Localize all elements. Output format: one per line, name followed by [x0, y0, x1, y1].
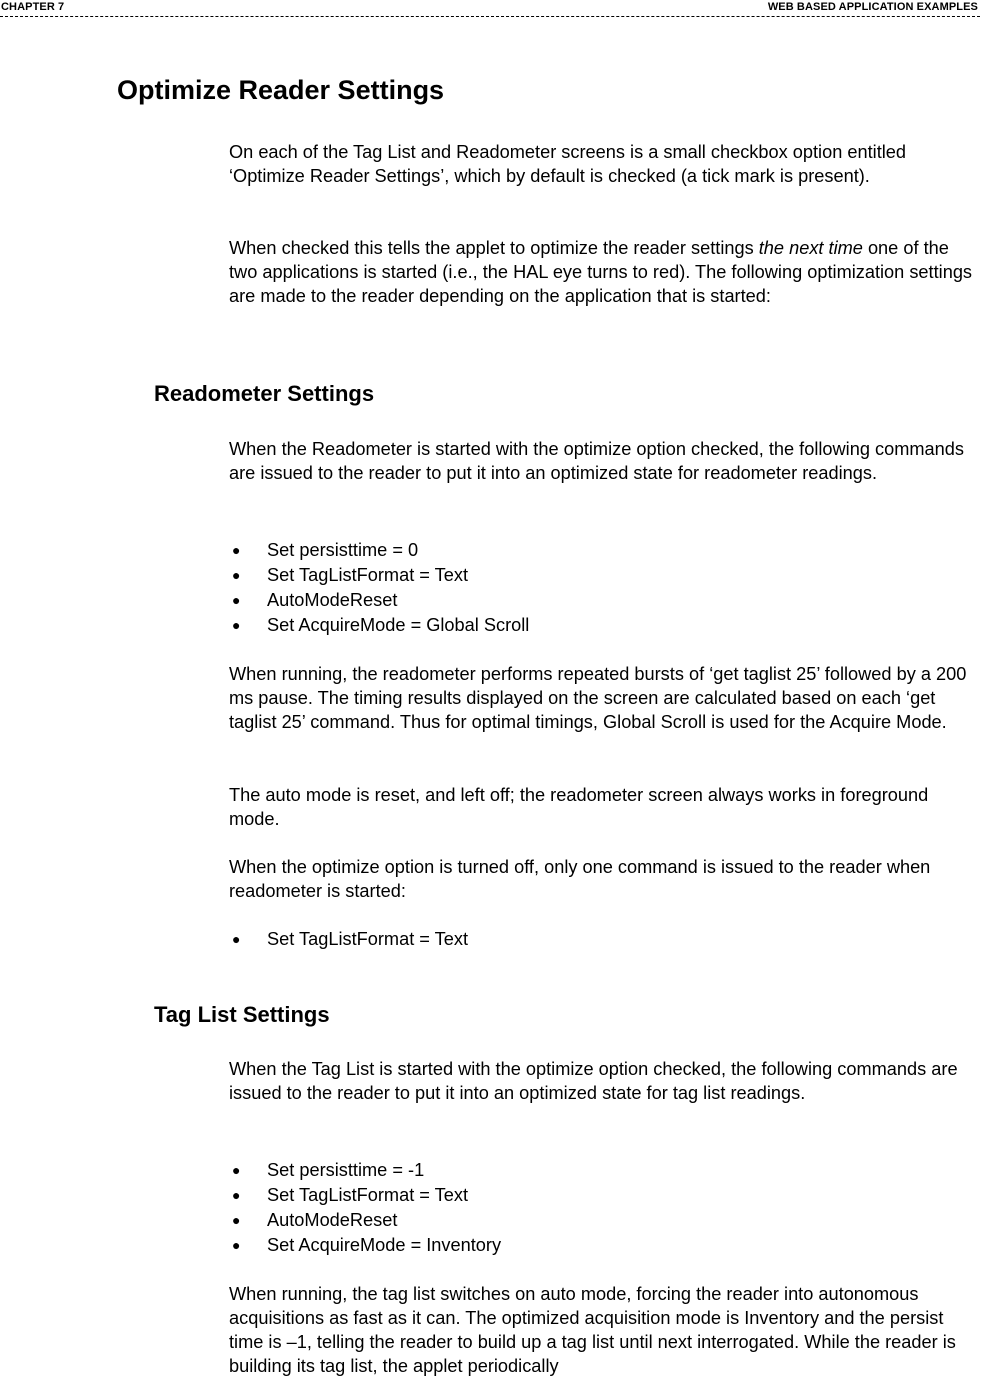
list-item: [229, 1183, 981, 1208]
list-item: [229, 538, 981, 563]
section-label: WEB BASED APPLICATION EXAMPLES: [767, 1, 978, 13]
taglist-command-list: [229, 1158, 981, 1258]
list-item: [229, 927, 981, 952]
list-item-text: AutoModeReset: [267, 1210, 398, 1230]
list-item: [229, 588, 981, 613]
readometer-off-command-list: [229, 927, 981, 952]
list-item: [229, 1208, 981, 1233]
list-item-text: Set TagListFormat = Text: [267, 565, 469, 585]
page-title: Optimize Reader Settings: [117, 75, 445, 105]
running-header: [0, 0, 980, 17]
readometer-paragraph-3: The auto mode is reset, and left off; the readometer screen always works in foreground mode.: [229, 785, 929, 829]
intro-paragraph-1: On each of the Tag List and Readometer screens is a small checkbox option entitled ‘Optimize Reader Settings’, which by default is checked (a tick mark is present).: [229, 142, 907, 186]
list-item-text: Set persisttime = -1: [267, 1160, 425, 1180]
list-item-text: Set TagListFormat = Text: [267, 929, 469, 949]
bullet-icon: ●: [232, 1187, 241, 1203]
bullet-icon: ●: [232, 542, 241, 558]
list-item-text: Set AcquireMode = Global Scroll: [267, 615, 530, 635]
bullet-icon: ●: [232, 1237, 241, 1253]
list-item-text: Set TagListFormat = Text: [267, 1185, 469, 1205]
intro-paragraph-2: [229, 236, 981, 308]
list-item-text: Set persisttime = 0: [267, 540, 419, 560]
bullet-icon: ●: [232, 567, 241, 583]
chapter-label: CHAPTER 7: [1, 1, 65, 13]
bullet-icon: ●: [232, 1212, 241, 1228]
list-item-text: AutoModeReset: [267, 590, 398, 610]
list-item-text: Set AcquireMode = Inventory: [267, 1235, 502, 1255]
intro-text-before: When checked this tells the applet to optimize the reader settings: [229, 238, 759, 258]
taglist-heading: Tag List Settings: [154, 1002, 330, 1027]
list-item: [229, 1158, 981, 1183]
readometer-paragraph-4: When the optimize option is turned off, only one command is issued to the reader when readometer is started:: [229, 857, 931, 901]
readometer-command-list: [229, 538, 981, 638]
list-item: [229, 563, 981, 588]
list-item: [229, 1233, 981, 1258]
intro-text-after: one of the two applications is started (i.e., the HAL eye turns to red). The following optimization settings are made to the reader depending on the application that is started:: [229, 238, 973, 306]
readometer-paragraph-2: When running, the readometer performs repeated bursts of ‘get taglist 25’ followed by a 200 ms pause. The timing results displayed on the screen are calculated based on each ‘get taglist 25’ command. Thus for optimal timings, Global Scroll is used for the Acquire Mode.: [229, 664, 967, 732]
list-item: [229, 613, 981, 638]
bullet-icon: ●: [232, 592, 241, 608]
intro-emphasis: the next time: [758, 238, 863, 258]
bullet-icon: ●: [232, 617, 241, 633]
readometer-heading: Readometer Settings: [154, 381, 375, 406]
taglist-paragraph-2: When running, the tag list switches on auto mode, forcing the reader into autonomous acquisitions as fast as it can. The optimized acquisition mode is Inventory and the persist time is –1, telling the reader to build up a tag list until next interrogated. While the reader is building its tag list, the applet periodically: [229, 1284, 956, 1376]
bullet-icon: ●: [232, 1162, 241, 1178]
bullet-icon: ●: [232, 931, 241, 947]
readometer-paragraph-1: When the Readometer is started with the optimize option checked, the following commands are issued to the reader to put it into an optimized state for readometer readings.: [229, 439, 964, 483]
taglist-paragraph-1: When the Tag List is started with the optimize option checked, the following commands are issued to the reader to put it into an optimized state for tag list readings.: [229, 1059, 958, 1103]
